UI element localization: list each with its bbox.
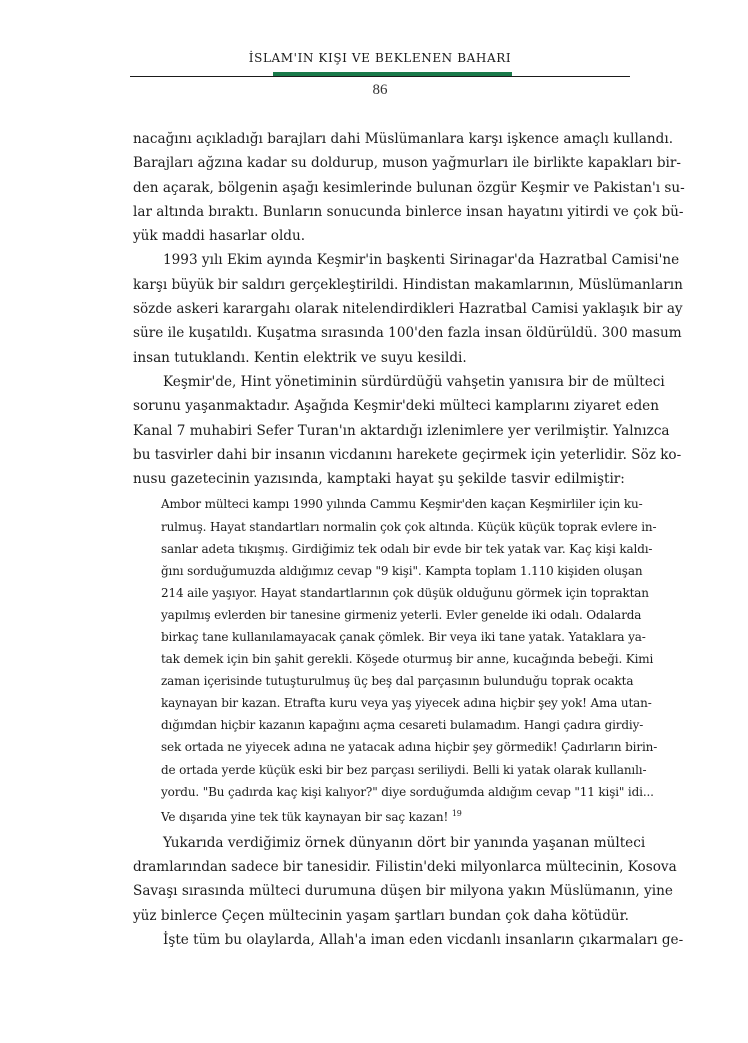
quote-line: Ambor mülteci kampı 1990 yılında Cammu Keşmir'den kaçan Keşmirliler için ku- [161,497,643,512]
text-line: İşte tüm bu olaylarda, Allah'a iman eden vicdanlı insanların çıkarmaları ge- [163,932,684,949]
body-text [133,127,685,952]
text-line: lar altında bıraktı. Bunların sonucunda binlerce insan hayatını yitirdi ve çok bü- [133,203,684,220]
quote-line: rulmuş. Hayat standartları normalin çok çok altında. Küçük küçük toprak evlere in- [161,519,657,534]
quote-line: birkaç tane kullanılamayacak çanak çömlek. Bir veya iki tane yatak. Yataklara ya- [161,630,646,645]
footnote-reference[interactable]: 19 [451,808,462,818]
text-line: sözde askeri karargahı olarak nitelendirdikleri Hazratbal Camisi yaklaşık bir ay [133,301,683,318]
text-line: Yukarıda verdiğimiz örnek dünyanın dört bir yanında yaşanan mülteci [163,834,646,851]
quote-line: dığımdan hiçbir kazanın kapağını açma cesareti bulamadım. Hangi çadıra girdiy- [161,718,644,733]
header-rule [130,76,630,77]
text-line: insan tutuklandı. Kentin elektrik ve suyu kesildi. [133,349,467,366]
running-title: İSLAM'IN KIŞI VE BEKLENEN BAHARI [248,51,512,65]
text-line: nusu gazetecinin yazısında, kamptaki hayat şu şekilde tasvir edilmiştir: [133,471,625,488]
quote-last-text: Ve dışarıda yine tek tük kaynayan bir saç kazan! [161,809,452,824]
block-quote [161,493,658,827]
text-line: Savaşı sırasında mülteci durumuna düşen bir milyona yakın Müslümanın, yine [133,883,673,900]
text-line: yük maddi hasarlar oldu. [133,228,306,245]
text-line: yüz binlerce Çeçen mültecinin yaşam şartları bundan çok daha kötüdür. [133,907,630,924]
quote-line: 214 aile yaşıyor. Hayat standartlarının çok düşük olduğunu görmek için topraktan [161,585,649,600]
text-line: sorunu yaşanmaktadır. Aşağıda Keşmir'deki mülteci kamplarını ziyaret eden [133,398,659,415]
text-line: Barajları ağzına kadar su doldurup, muson yağmurları ile birlikte kapakları bir- [133,155,681,172]
quote-line [161,803,627,828]
quote-line: yordu. "Bu çadırda kaç kişi kalıyor?" diye sorduğumda aldığım cevap "11 kişi" idi... [161,784,654,799]
quote-line: zaman içerisinde tutuşturulmuş üç beş dal parçasının bulunduğu toprak ocakta [161,674,634,689]
paragraph [133,928,684,952]
text-line: 1993 yılı Ekim ayında Keşmir'in başkenti Sirinagar'da Hazratbal Camisi'ne [163,252,680,269]
text-line: bu tasvirler dahi bir insanın vicdanını harekete geçirmek için yeterlidir. Söz ko- [133,446,682,463]
text-line: karşı büyük bir saldırı gerçekleştirildi. Hindistan makamlarının, Müslümanların [133,276,683,293]
paragraph [133,831,677,928]
text-line: Kanal 7 muhabiri Sefer Turan'ın aktardığı izlenimlere yer verilmiştir. Yalnızca [133,422,670,439]
text-line: Keşmir'de, Hint yönetiminin sürdürdüğü vahşetin yanısıra bir de mülteci [163,373,665,390]
page-number: 86 [372,82,388,98]
quote-line: de ortada yerde küçük eski bir bez parçası seriliydi. Belli ki yatak olarak kullanılı- [161,762,647,777]
text-line: süre ile kuşatıldı. Kuşatma sırasında 100'den fazla insan öldürüldü. 300 masum [133,325,682,342]
paragraph [133,370,682,491]
quote-line: sek ortada ne yiyecek adına ne yatacak adına hiçbir şey görmedik! Çadırların birin- [161,740,658,755]
quote-line: tak demek için bin şahit gerekli. Köşede oturmuş bir anne, kucağında bebeği. Kimi [161,652,654,667]
quote-line: sanlar adeta tıkışmış. Girdiğimiz tek odalı bir evde bir tek yatak var. Kaç kişi kaldı- [161,541,653,556]
quote-line: yapılmış evlerden bir tanesine girmeniz yeterli. Evler genelde iki odalı. Odalarda [161,607,642,622]
paragraph [133,127,685,248]
quote-line: ğını sorduğumuzda aldığımız cevap "9 kişi". Kampta toplam 1.110 kişiden oluşan [161,563,643,578]
quote-line: kaynayan bir kazan. Etrafta kuru veya yaş yiyecek adına hiçbir şey yok! Ama utan- [161,696,652,711]
text-line: dramlarından sadece bir tanesidir. Filistin'deki milyonlarca mültecinin, Kosova [133,859,677,876]
text-line: den açarak, bölgenin aşağı kesimlerinde bulunan özgür Keşmir ve Pakistan'ı su- [133,179,685,196]
paragraph [133,248,683,369]
text-line: nacağını açıkladığı barajları dahi Müslümanlara karşı işkence amaçlı kullandı. [133,131,674,147]
